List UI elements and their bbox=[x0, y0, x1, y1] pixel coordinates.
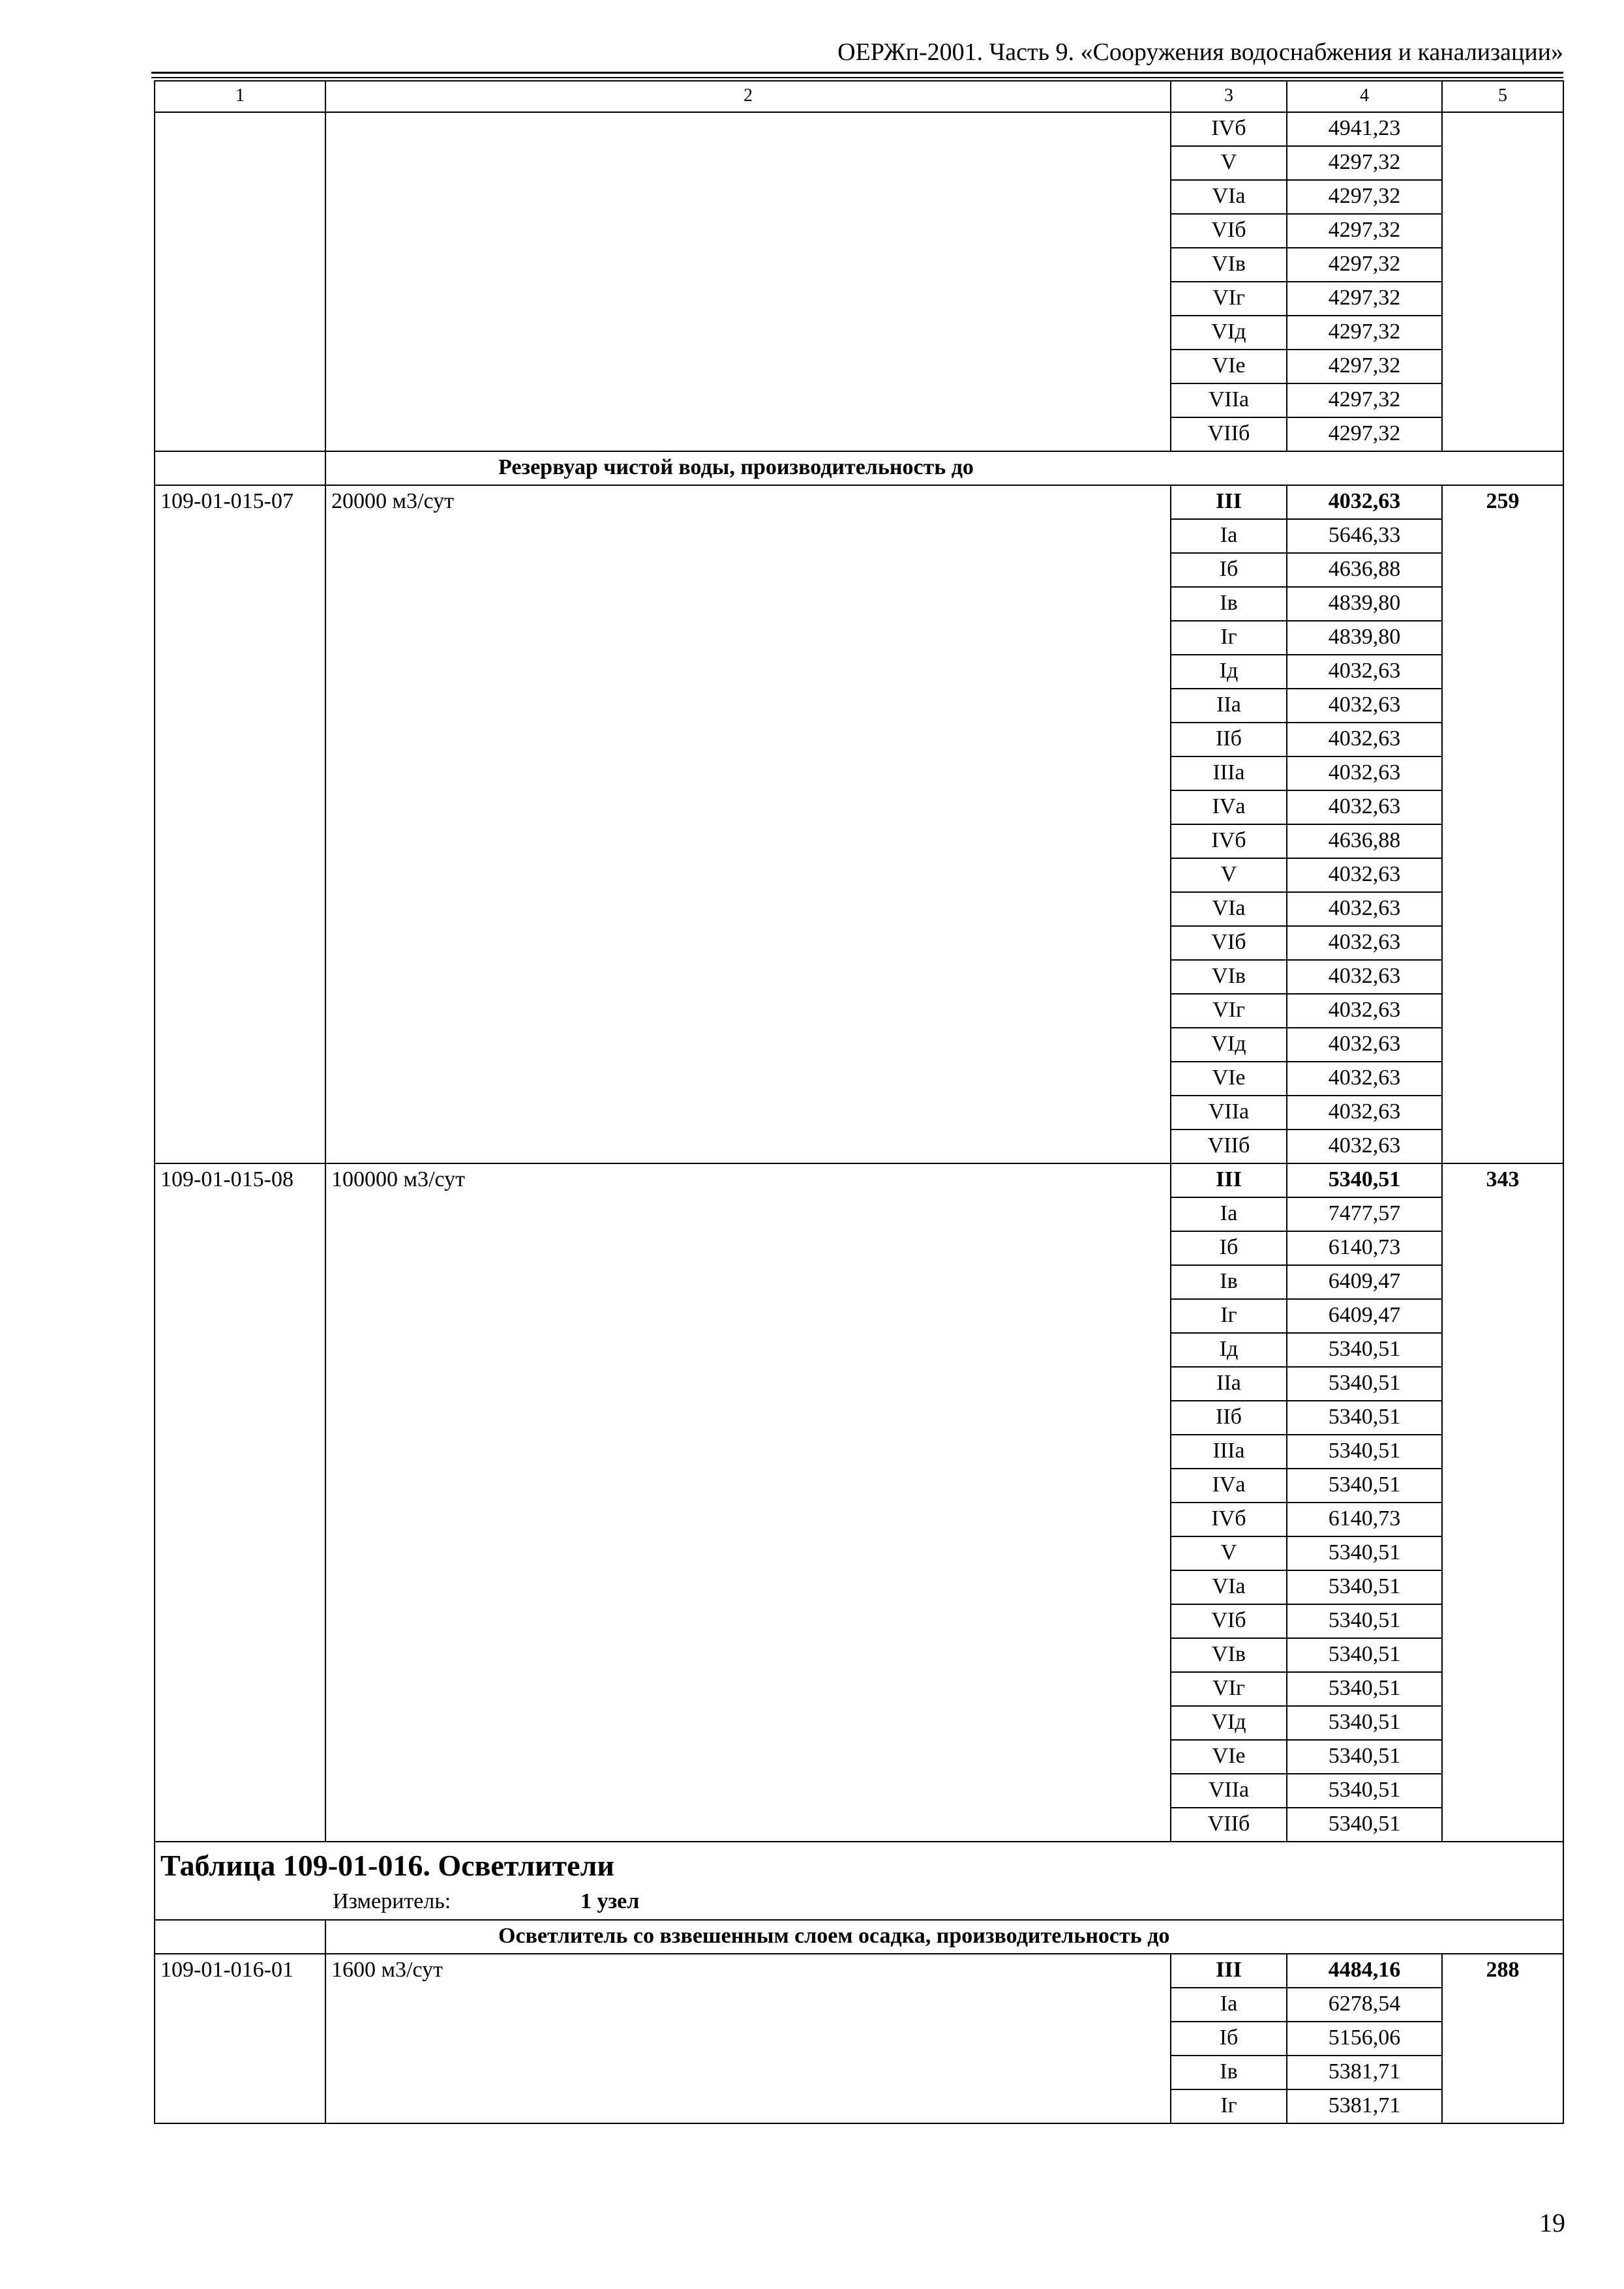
price-value: 4032,63 bbox=[1287, 723, 1442, 756]
zone-code: IIа bbox=[1171, 1367, 1287, 1401]
item-value-col5: 259 bbox=[1442, 485, 1563, 1163]
measure-line bbox=[160, 1887, 1557, 1918]
zone-code: VIIа bbox=[1171, 1096, 1287, 1130]
zone-code: Iд bbox=[1171, 655, 1287, 689]
zone-code: VIв bbox=[1171, 960, 1287, 994]
price-value: 5340,51 bbox=[1287, 1706, 1442, 1740]
zone-code: VIа bbox=[1171, 180, 1287, 214]
zone-code: VIд bbox=[1171, 316, 1287, 350]
table-row bbox=[155, 112, 1563, 146]
price-value: 4297,32 bbox=[1287, 146, 1442, 180]
zone-code: V bbox=[1171, 1536, 1287, 1570]
price-value: 4032,63 bbox=[1287, 1096, 1442, 1130]
zone-code: Iг bbox=[1171, 2089, 1287, 2123]
rates-table-body bbox=[155, 81, 1563, 2123]
zone-code: Iб bbox=[1171, 553, 1287, 587]
price-value: 6278,54 bbox=[1287, 1988, 1442, 2022]
zone-code: IVа bbox=[1171, 1469, 1287, 1503]
column-header: 5 bbox=[1442, 81, 1563, 112]
column-header: 3 bbox=[1171, 81, 1287, 112]
item-name: 20000 м3/сут bbox=[325, 485, 1171, 1163]
table-title-row bbox=[155, 1842, 1563, 1920]
zone-code: IIб bbox=[1171, 723, 1287, 756]
zone-code: VIе bbox=[1171, 350, 1287, 383]
zone-code: IVа bbox=[1171, 790, 1287, 824]
group-title: Резервуар чистой воды, производительность до bbox=[325, 451, 1563, 485]
zone-code: VIа bbox=[1171, 892, 1287, 926]
price-value: 5340,51 bbox=[1287, 1672, 1442, 1706]
zone-code: VIд bbox=[1171, 1028, 1287, 1062]
price-value: 4636,88 bbox=[1287, 824, 1442, 858]
table-title-cell bbox=[155, 1842, 1563, 1920]
price-value: 5340,51 bbox=[1287, 1638, 1442, 1672]
price-value: 4297,32 bbox=[1287, 282, 1442, 316]
item-code: 109-01-015-07 bbox=[155, 485, 325, 1163]
price-value: 4032,63 bbox=[1287, 655, 1442, 689]
price-value: 6140,73 bbox=[1287, 1231, 1442, 1265]
rates-table bbox=[154, 80, 1564, 2124]
zone-code: Iв bbox=[1171, 1265, 1287, 1299]
zone-code: IVб bbox=[1171, 824, 1287, 858]
item-name: 100000 м3/сут bbox=[325, 1163, 1171, 1842]
price-value: 4297,32 bbox=[1287, 316, 1442, 350]
table-row bbox=[155, 485, 1563, 519]
zone-code: VIIб bbox=[1171, 1130, 1287, 1163]
zone-code: VIд bbox=[1171, 1706, 1287, 1740]
price-value: 5340,51 bbox=[1287, 1163, 1442, 1197]
column-header: 4 bbox=[1287, 81, 1442, 112]
table-title: Таблица 109-01-016. Осветлители bbox=[160, 1849, 614, 1882]
price-value: 4032,63 bbox=[1287, 960, 1442, 994]
zone-code: Iа bbox=[1171, 519, 1287, 553]
item-value-col5: 288 bbox=[1442, 1954, 1563, 2123]
zone-code: VIг bbox=[1171, 994, 1287, 1028]
price-value: 5340,51 bbox=[1287, 1570, 1442, 1604]
price-value: 4032,63 bbox=[1287, 994, 1442, 1028]
price-value: 4032,63 bbox=[1287, 858, 1442, 892]
zone-code: Iг bbox=[1171, 621, 1287, 655]
zone-code: VIIб bbox=[1171, 417, 1287, 451]
item-code bbox=[155, 112, 325, 451]
item-name: 1600 м3/сут bbox=[325, 1954, 1171, 2123]
price-value: 5381,71 bbox=[1287, 2056, 1442, 2089]
zone-code: Iв bbox=[1171, 2056, 1287, 2089]
measure-value: 1 узел bbox=[580, 1889, 640, 1913]
zone-code: Iд bbox=[1171, 1333, 1287, 1367]
header-rule bbox=[151, 72, 1563, 74]
price-value: 4839,80 bbox=[1287, 621, 1442, 655]
price-value: 5340,51 bbox=[1287, 1536, 1442, 1570]
item-code: 109-01-015-08 bbox=[155, 1163, 325, 1842]
zone-code: IIIа bbox=[1171, 756, 1287, 790]
price-value: 4297,32 bbox=[1287, 248, 1442, 282]
price-value: 4297,32 bbox=[1287, 350, 1442, 383]
zone-code: Iа bbox=[1171, 1197, 1287, 1231]
item-name bbox=[325, 112, 1171, 451]
table-row bbox=[155, 1954, 1563, 1988]
zone-code: Iг bbox=[1171, 1299, 1287, 1333]
price-value: 4032,63 bbox=[1287, 1028, 1442, 1062]
zone-code: VIб bbox=[1171, 214, 1287, 248]
zone-code: VIв bbox=[1171, 248, 1287, 282]
zone-code: IVб bbox=[1171, 1503, 1287, 1536]
table-row bbox=[155, 1163, 1563, 1197]
zone-code: VIа bbox=[1171, 1570, 1287, 1604]
group-code-cell bbox=[155, 1920, 325, 1954]
price-value: 6409,47 bbox=[1287, 1265, 1442, 1299]
price-value: 5340,51 bbox=[1287, 1808, 1442, 1842]
zone-code: Iб bbox=[1171, 2022, 1287, 2056]
measure-label: Измеритель: bbox=[333, 1889, 451, 1913]
zone-code: VIIа bbox=[1171, 1774, 1287, 1808]
zone-code: VIе bbox=[1171, 1740, 1287, 1774]
group-title-row bbox=[155, 451, 1563, 485]
price-value: 5646,33 bbox=[1287, 519, 1442, 553]
zone-code: III bbox=[1171, 485, 1287, 519]
zone-code: III bbox=[1171, 1163, 1287, 1197]
item-value-col5 bbox=[1442, 112, 1563, 451]
zone-code: IVб bbox=[1171, 112, 1287, 146]
zone-code: VIб bbox=[1171, 1604, 1287, 1638]
zone-code: V bbox=[1171, 858, 1287, 892]
column-header-row bbox=[155, 81, 1563, 112]
zone-code: Iб bbox=[1171, 1231, 1287, 1265]
price-value: 4032,63 bbox=[1287, 1062, 1442, 1096]
zone-code: IIб bbox=[1171, 1401, 1287, 1435]
price-value: 5381,71 bbox=[1287, 2089, 1442, 2123]
price-value: 4839,80 bbox=[1287, 587, 1442, 621]
zone-code: IIа bbox=[1171, 689, 1287, 723]
column-header: 2 bbox=[325, 81, 1171, 112]
price-value: 4032,63 bbox=[1287, 756, 1442, 790]
zone-code: Iв bbox=[1171, 587, 1287, 621]
zone-code: IIIа bbox=[1171, 1435, 1287, 1469]
price-value: 4032,63 bbox=[1287, 485, 1442, 519]
price-value: 4484,16 bbox=[1287, 1954, 1442, 1988]
group-title: Осветлитель со взвешенным слоем осадка, производительность до bbox=[325, 1920, 1563, 1954]
price-value: 4032,63 bbox=[1287, 689, 1442, 723]
group-title-row bbox=[155, 1920, 1563, 1954]
zone-code: VIг bbox=[1171, 1672, 1287, 1706]
price-value: 6409,47 bbox=[1287, 1299, 1442, 1333]
price-value: 5340,51 bbox=[1287, 1435, 1442, 1469]
price-value: 5340,51 bbox=[1287, 1401, 1442, 1435]
zone-code: VIв bbox=[1171, 1638, 1287, 1672]
item-code: 109-01-016-01 bbox=[155, 1954, 325, 2123]
price-value: 4032,63 bbox=[1287, 1130, 1442, 1163]
price-value: 5340,51 bbox=[1287, 1469, 1442, 1503]
price-value: 5340,51 bbox=[1287, 1740, 1442, 1774]
header-rule-thin bbox=[151, 77, 1563, 78]
price-value: 5340,51 bbox=[1287, 1333, 1442, 1367]
zone-code: VIе bbox=[1171, 1062, 1287, 1096]
zone-code: V bbox=[1171, 146, 1287, 180]
zone-code: Iа bbox=[1171, 1988, 1287, 2022]
price-value: 4297,32 bbox=[1287, 417, 1442, 451]
price-value: 4032,63 bbox=[1287, 892, 1442, 926]
page-number: 19 bbox=[1539, 2208, 1565, 2237]
group-code-cell bbox=[155, 451, 325, 485]
price-value: 5340,51 bbox=[1287, 1604, 1442, 1638]
price-value: 4032,63 bbox=[1287, 926, 1442, 960]
price-value: 4941,23 bbox=[1287, 112, 1442, 146]
price-value: 4297,32 bbox=[1287, 383, 1442, 417]
price-value: 6140,73 bbox=[1287, 1503, 1442, 1536]
zone-code: VIIа bbox=[1171, 383, 1287, 417]
price-value: 4032,63 bbox=[1287, 790, 1442, 824]
zone-code: VIб bbox=[1171, 926, 1287, 960]
item-value-col5: 343 bbox=[1442, 1163, 1563, 1842]
price-value: 4636,88 bbox=[1287, 553, 1442, 587]
zone-code: III bbox=[1171, 1954, 1287, 1988]
price-value: 5340,51 bbox=[1287, 1774, 1442, 1808]
price-value: 4297,32 bbox=[1287, 214, 1442, 248]
column-header: 1 bbox=[155, 81, 325, 112]
zone-code: VIг bbox=[1171, 282, 1287, 316]
zone-code: VIIб bbox=[1171, 1808, 1287, 1842]
running-header: ОЕРЖп-2001. Часть 9. «Сооружения водоснабжения и канализации» bbox=[837, 38, 1563, 66]
price-value: 4297,32 bbox=[1287, 180, 1442, 214]
price-value: 5340,51 bbox=[1287, 1367, 1442, 1401]
price-value: 7477,57 bbox=[1287, 1197, 1442, 1231]
price-value: 5156,06 bbox=[1287, 2022, 1442, 2056]
